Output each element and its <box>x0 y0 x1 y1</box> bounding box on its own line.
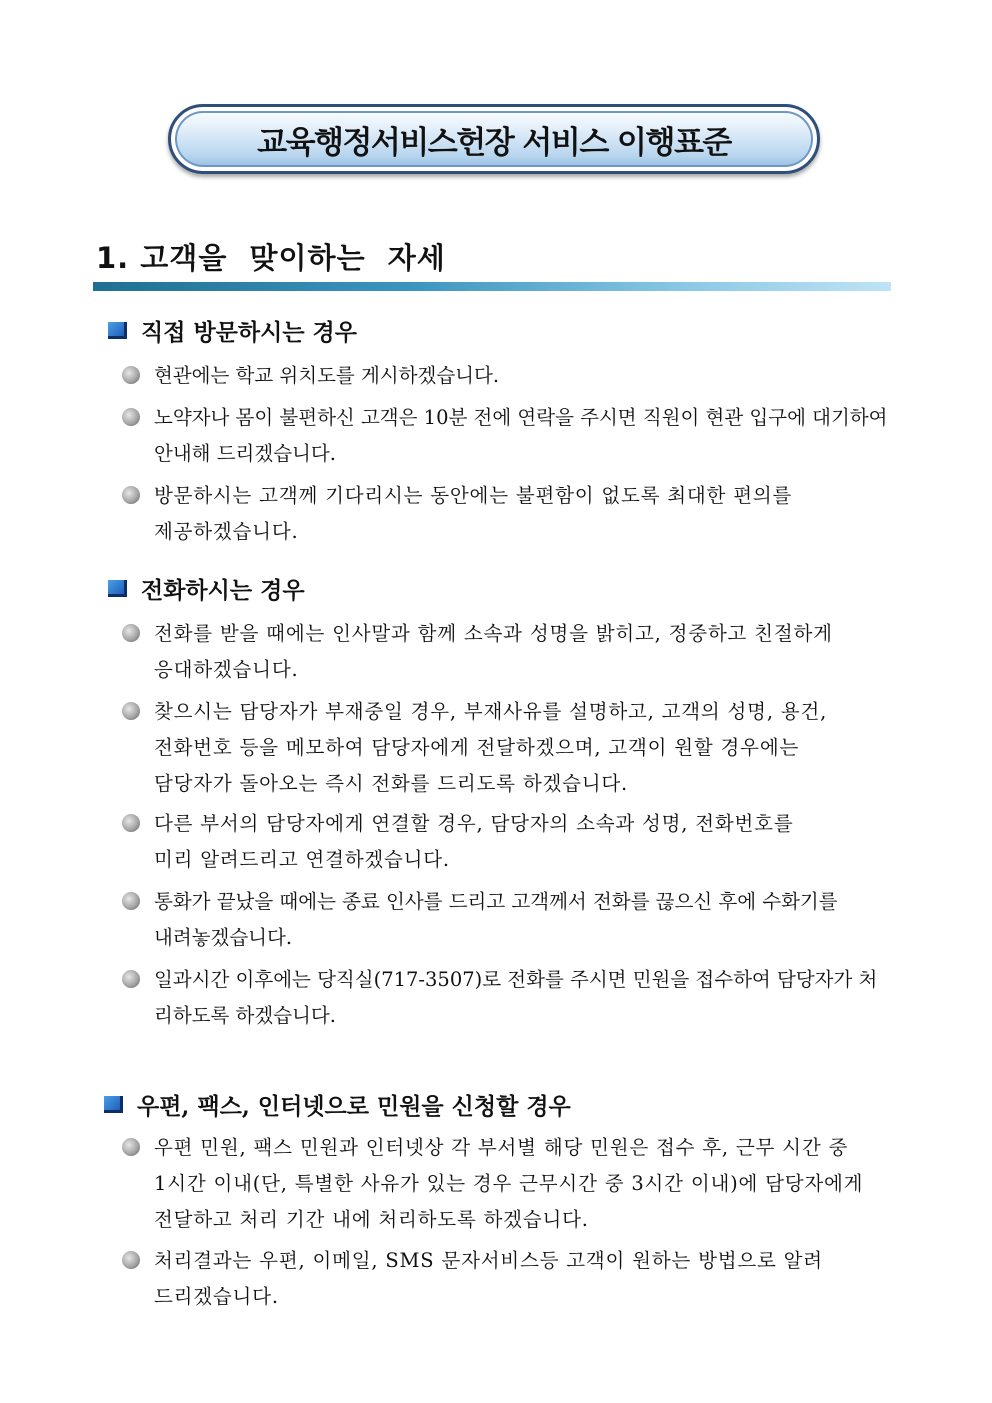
section-heading: 1. 고객을 맞이하는 자세 <box>96 241 446 275</box>
square-bullet-icon <box>108 322 127 339</box>
circle-bullet-icon <box>122 702 140 720</box>
subsection-title: 우편, 팩스, 인터넷으로 민원을 신청할 경우 <box>137 1093 571 1120</box>
list-item <box>122 358 898 394</box>
list-item-text: 전화를 받을 때에는 인사말과 함께 소속과 성명을 밝히고, 정중하고 친절하게 응대하겠습니다. <box>154 622 833 681</box>
list-item-text: 방문하시는 고객께 기다리시는 동안에는 불편함이 없도록 최대한 편의를 제공하겠습니다. <box>154 484 793 543</box>
list-item-text: 찾으시는 담당자가 부재중일 경우, 부재사유를 설명하고, 고객의 성명, 용건, 전화번호 등을 메모하여 담당자에게 전달하겠으며, 고객이 원할 경우에는 담당자가 돌아오는 즉시 전화를 드리도록 하겠습니다. <box>154 700 828 795</box>
subsection-heading-phone <box>108 572 305 605</box>
list-item <box>122 962 898 1034</box>
square-bullet-icon <box>104 1096 123 1113</box>
subsection-heading-visit <box>108 314 357 347</box>
list-item-text: 처리결과는 우편, 이메일, SMS 문자서비스등 고객이 원하는 방법으로 알려 드리겠습니다. <box>154 1249 823 1308</box>
document-title-banner <box>168 104 820 174</box>
list-item-text: 현관에는 학교 위치도를 게시하겠습니다. <box>154 364 500 387</box>
square-bullet-icon <box>108 580 127 597</box>
list-item <box>122 694 898 802</box>
list-item <box>122 1243 898 1315</box>
list-item <box>122 1130 898 1238</box>
circle-bullet-icon <box>122 408 140 426</box>
circle-bullet-icon <box>122 1138 140 1156</box>
list-item-text: 통화가 끝났을 때에는 종료 인사를 드리고 고객께서 전화를 끊으신 후에 수화기를 내려놓겠습니다. <box>154 890 838 949</box>
list-item-text: 우편 민원, 팩스 민원과 인터넷상 각 부서별 해당 민원은 접수 후, 근무 시간 중 1시간 이내(단, 특별한 사유가 있는 경우 근무시간 중 3시간 이내)에 담당자에게 전달하고 처리 기간 내에 처리하도록 하겠습니다. <box>154 1136 864 1231</box>
list-item <box>122 400 898 472</box>
circle-bullet-icon <box>122 486 140 504</box>
subsection-title: 전화하시는 경우 <box>141 577 305 604</box>
list-item-text: 일과시간 이후에는 당직실(717-3507)로 전화를 주시면 민원을 접수하여 담당자가 처 리하도록 하겠습니다. <box>154 968 878 1027</box>
list-item <box>122 884 898 956</box>
section-divider <box>93 282 891 291</box>
circle-bullet-icon <box>122 366 140 384</box>
circle-bullet-icon <box>122 970 140 988</box>
circle-bullet-icon <box>122 1251 140 1269</box>
circle-bullet-icon <box>122 814 140 832</box>
list-item <box>122 478 898 550</box>
list-item <box>122 616 898 688</box>
subsection-heading-mail-fax-internet <box>104 1088 571 1121</box>
circle-bullet-icon <box>122 624 140 642</box>
list-item <box>122 806 898 878</box>
circle-bullet-icon <box>122 892 140 910</box>
list-item-text: 노약자나 몸이 불편하신 고객은 10분 전에 연락을 주시면 직원이 현관 입구에 대기하여 안내해 드리겠습니다. <box>154 406 888 465</box>
list-item-text: 다른 부서의 담당자에게 연결할 경우, 담당자의 소속과 성명, 전화번호를 미리 알려드리고 연결하겠습니다. <box>154 812 794 871</box>
subsection-title: 직접 방문하시는 경우 <box>141 319 357 346</box>
document-title: 교육행정서비스헌장 서비스 이행표준 <box>257 124 731 161</box>
